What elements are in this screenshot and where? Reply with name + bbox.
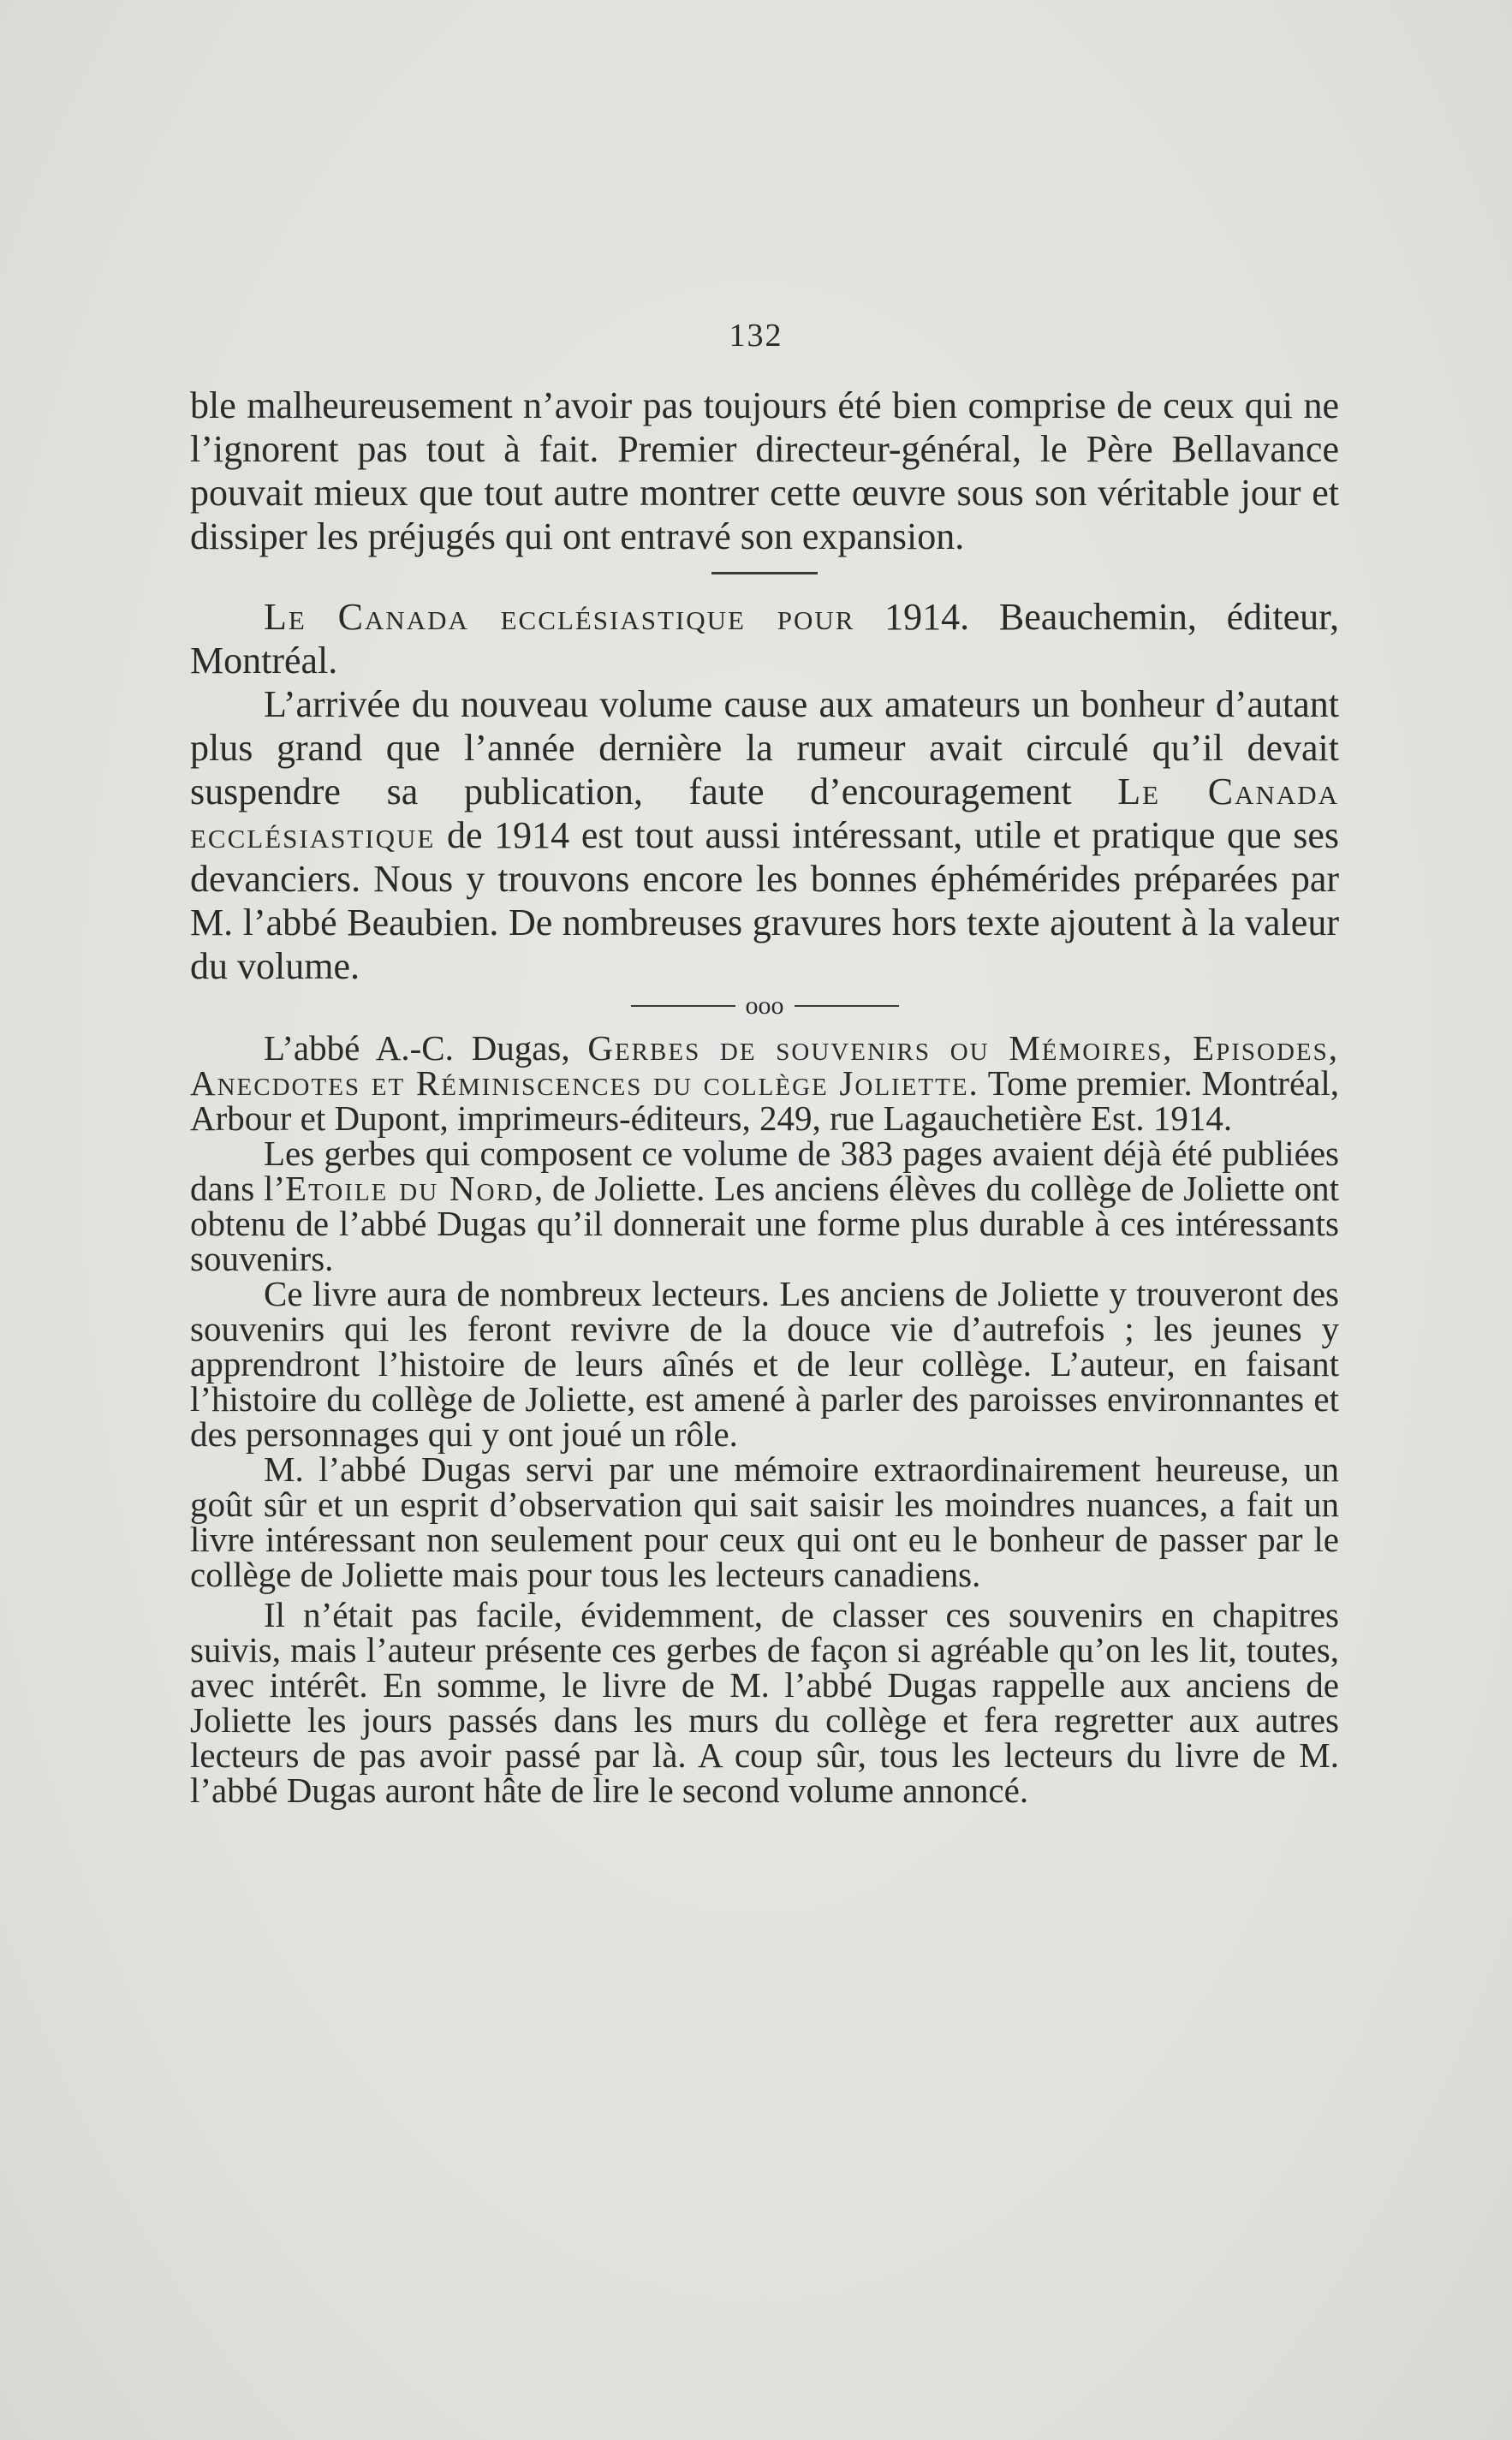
page-number: 132 (729, 318, 783, 354)
review-2-paragraph-2: Ce livre aura de nombreux lecteurs. Les anciens de Joliette y trouveront des souvenirs qui les feront revivre de la douce vie d’autrefois ; les jeunes y apprendront l’histoire de leurs aînés et de leur collège. L’auteur, en faisant l’histoire du collège de Joliette, est amené à parler des paroisses environnantes et des personnages qui y ont joué un rôle. (190, 1274, 1339, 1454)
ooo-separator (190, 993, 1339, 1019)
review-2-paragraph-4: Il n’était pas facile, évidemment, de classer ces souvenirs en chapitres suivis, mais l’auteur présente ces gerbes de façon si agréable qu’on les lit, toutes, avec intérêt. En somme, le livre de M. l’abbé Dugas rappelle aux anciens de Joliette les jours passés dans les murs du collège et fera regretter aux autres lecteurs de pas avoir passé par là. A coup sûr, tous les lecteurs du livre de M. l’abbé Dugas auront hâte de lire le second volume annoncé. (190, 1595, 1339, 1810)
upper-block (190, 384, 1339, 988)
review-2-paragraph-3: M. l’abbé Dugas servi par une mémoire extraordinairement heureuse, un goût sûr et un esprit d’observation qui sait saisir les moindres nuances, a fait un livre intéressant non seulement pour ceux qui ont eu le bonheur de passer par le collège de Joliette mais pour tous les lecteurs canadiens. (190, 1449, 1339, 1594)
review-2-paragraph-1 (190, 1136, 1339, 1277)
review-2-publisher: Tome premier. Montréal, Arbour et Dupont, imprimeurs-éditeurs, 249, rue Lagauchetière Est. 1914. (190, 1063, 1339, 1138)
review-1-heading (190, 595, 1339, 682)
separator-line-right (795, 1005, 899, 1007)
review-2-heading (190, 1028, 1339, 1138)
separator-line-left (631, 1005, 735, 1007)
review-1-body-title: Le Canada ecclésiastique (190, 771, 1339, 856)
separator-mark: ooo (745, 991, 784, 1020)
review-2-title: Gerbes de souvenirs ou Mémoires, Episodes, Anecdotes et Réminiscences du collège Joliette. (190, 1028, 1339, 1103)
section-rule (711, 572, 818, 574)
review-1-title: Le Canada ecclésiastique pour (264, 596, 855, 638)
review-2-p1-end: , de Joliette. Les anciens élèves du collège de Joliette ont obtenu de l’abbé Dugas qu’il donnerait une forme plus durable à ces intéressants souvenirs. (190, 1169, 1339, 1278)
review-2-p1-start: Les gerbes qui composent ce volume de 383 pages avaient déjà été publiées dans l’ (190, 1134, 1339, 1208)
review-1-publisher: 1914. Beauchemin, éditeur, Montréal. (190, 596, 1339, 681)
lower-block (190, 1028, 1339, 1810)
continued-paragraph: ble malheureusement n’avoir pas toujours été bien comprise de ceux qui ne l’ignorent pas tout à fait. Premier directeur-général, le Père Bellavance pouvait mieux que tout autre montrer cette œuvre sous son véritable jour et dissiper les préjugés qui ont entravé son expansion. (190, 384, 1339, 557)
review-2-author: L’abbé A.-C. Dugas, (264, 1028, 588, 1068)
review-1-body-end: de 1914 est tout aussi intéressant, utile et pratique que ses devanciers. Nous y trouvons encore les bonnes éphémérides préparées par M. l’abbé Beaubien. De nombreuses gravures hors texte ajoutent à la valeur du volume. (190, 814, 1339, 987)
review-2-newspaper-name: Etoile du Nord (285, 1169, 534, 1208)
review-1-body (190, 682, 1339, 988)
review-1-body-start: L’arrivée du nouveau volume cause aux amateurs un bonheur d’autant plus grand que l’année dernière la rumeur avait circulé qu’il devait suspendre sa publication, faute d’encouragement (190, 683, 1339, 812)
page-content (190, 384, 1339, 1808)
